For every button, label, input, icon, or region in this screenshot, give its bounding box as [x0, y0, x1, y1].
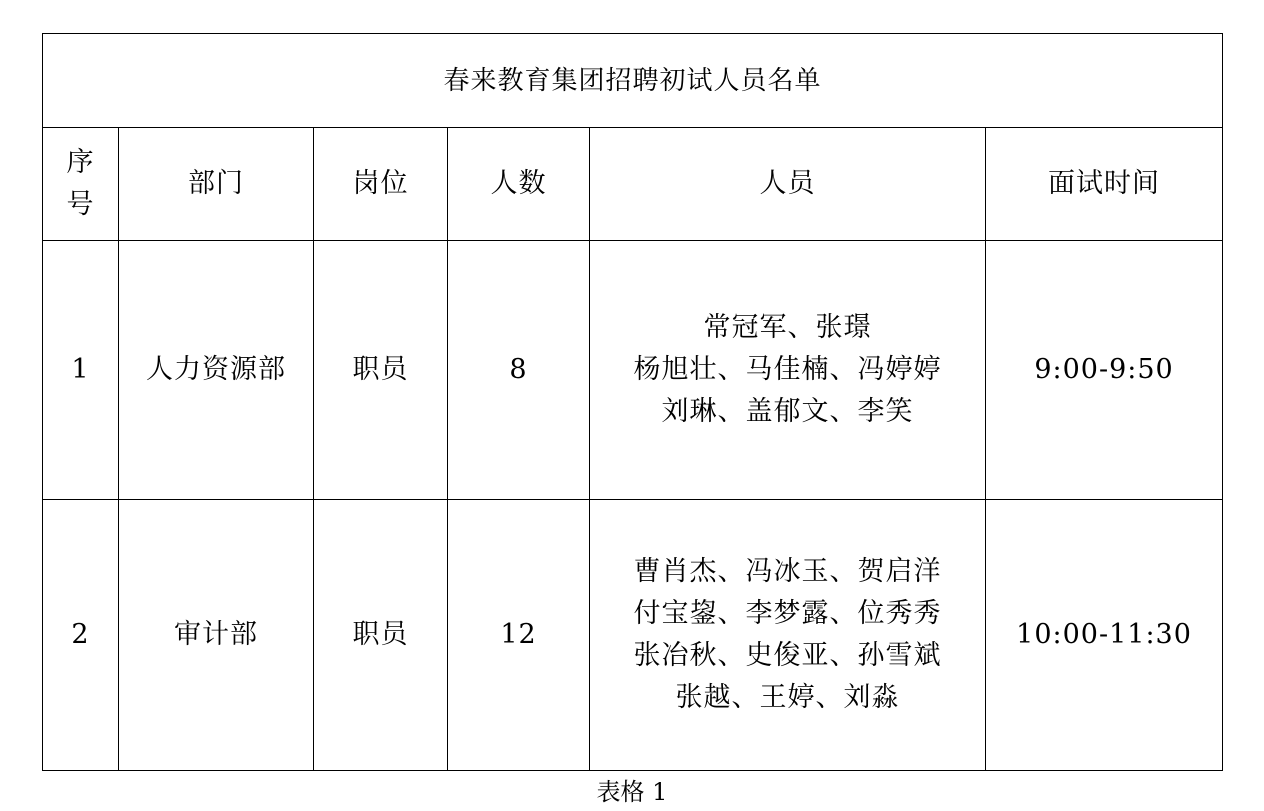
cell-count: 12 [448, 500, 590, 771]
header-seq-line2: 号 [66, 189, 95, 220]
cell-count: 8 [448, 241, 590, 500]
header-department: 部门 [119, 128, 314, 241]
header-row [43, 128, 1223, 241]
people-line: 张冶秋、史俊亚、孙雪斌 [633, 640, 942, 671]
header-seq-line1: 序 [66, 147, 95, 178]
header-position: 岗位 [314, 128, 448, 241]
cell-seq: 2 [43, 500, 119, 771]
cell-department: 审计部 [119, 500, 314, 771]
cell-department: 人力资源部 [119, 241, 314, 500]
table-row [43, 241, 1223, 500]
cell-seq: 1 [43, 241, 119, 500]
cell-interview-time: 10:00-11:30 [986, 500, 1223, 771]
header-people: 人员 [590, 128, 986, 241]
cell-people [590, 241, 986, 500]
table-caption: 表格 1 [596, 778, 668, 806]
table-row [43, 500, 1223, 771]
people-line: 杨旭壮、马佳楠、冯婷婷 [633, 354, 942, 385]
header-count: 人数 [448, 128, 590, 241]
table-title: 春来教育集团招聘初试人员名单 [43, 34, 1223, 128]
people-line: 刘琳、盖郁文、李笑 [661, 396, 914, 427]
header-seq [43, 128, 119, 241]
candidate-list-table-container [42, 33, 1222, 770]
people-line: 付宝鋆、李梦露、位秀秀 [633, 598, 942, 629]
people-line: 常冠军、张璟 [703, 312, 872, 343]
header-interview-time: 面试时间 [986, 128, 1223, 241]
people-line: 曹肖杰、冯冰玉、贺启洋 [633, 556, 942, 587]
cell-position: 职员 [314, 241, 448, 500]
cell-position: 职员 [314, 500, 448, 771]
cell-interview-time: 9:00-9:50 [986, 241, 1223, 500]
candidate-list-table [42, 33, 1223, 771]
people-line: 张越、王婷、刘淼 [675, 682, 900, 713]
cell-people [590, 500, 986, 771]
